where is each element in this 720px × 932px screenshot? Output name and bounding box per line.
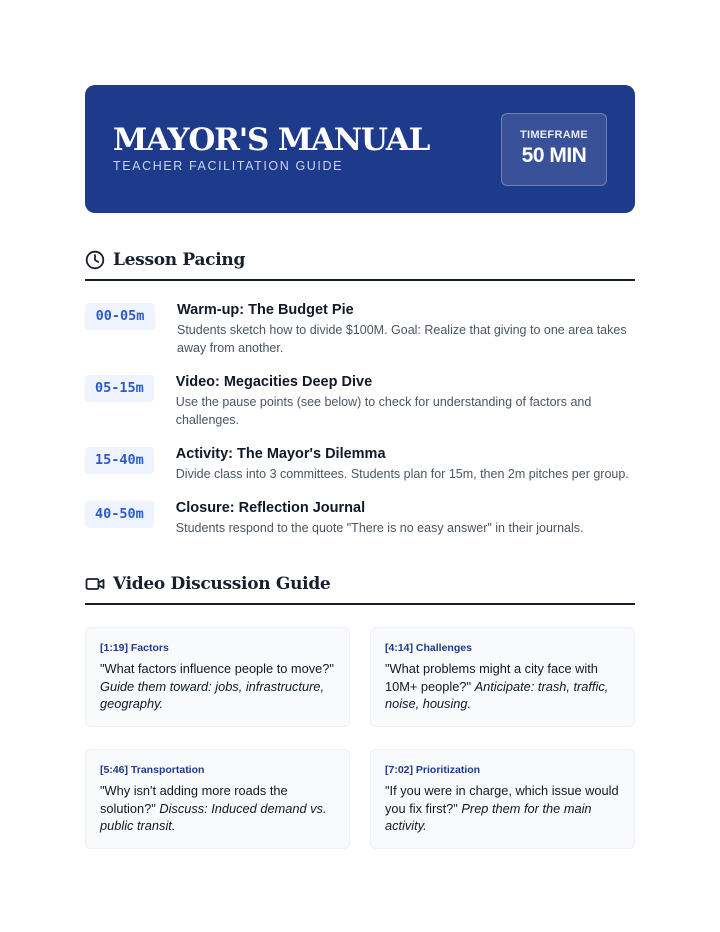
discussion-card — [370, 749, 635, 849]
card-hint: Prep them for the main activity. — [385, 800, 592, 833]
clock-icon — [85, 250, 105, 270]
list-item — [85, 445, 635, 483]
video-camera-icon — [85, 574, 105, 594]
time-badge: 15-40m — [85, 447, 154, 474]
time-badge: 05-15m — [85, 375, 154, 402]
pacing-item-description: Students respond to the quote "There is no easy answer" in their journals. — [175, 521, 584, 535]
list-item — [85, 373, 635, 429]
facilitation-guide-page — [85, 85, 635, 849]
list-item — [85, 301, 635, 357]
pacing-item-description: Divide class into 3 committees. Students plan for 15m, then 2m pitches per group. — [175, 467, 629, 481]
pacing-item-description: Students sketch how to divide $100M. Goal: Realize that giving to one area takes away from another. — [177, 323, 627, 355]
discussion-card — [370, 627, 635, 727]
pacing-item-title: Activity: The Mayor's Dilemma — [175, 446, 386, 462]
pacing-item-description: Use the pause points (see below) to check for understanding of factors and challenges. — [175, 395, 592, 427]
time-badge: 00-05m — [85, 303, 155, 330]
time-badge: 40-50m — [85, 501, 154, 528]
section-title: Lesson Pacing — [113, 250, 246, 270]
lesson-pacing-heading — [85, 247, 635, 281]
card-question: "What factors influence people to move?" — [100, 661, 334, 676]
timeframe-value: 50 MIN — [521, 144, 587, 167]
list-item — [85, 499, 635, 537]
card-question: "Why isn't adding more roads the solution?" — [100, 783, 288, 816]
discussion-cards — [85, 627, 635, 849]
discussion-card — [85, 627, 350, 727]
card-question: "What problems might a city face with 10M+ people?" — [385, 661, 598, 694]
card-timestamp-tag: [4:14] Challenges — [385, 642, 472, 654]
pacing-list — [85, 301, 635, 537]
page-subtitle: TEACHER FACILITATION GUIDE — [113, 159, 344, 173]
video-discussion-heading — [85, 571, 635, 605]
card-hint: Discuss: Induced demand vs. public transit. — [100, 800, 327, 833]
section-title: Video Discussion Guide — [113, 574, 331, 594]
page-title: MAYOR'S MANUAL — [113, 122, 430, 158]
pacing-item-title: Video: Megacities Deep Dive — [175, 374, 373, 390]
card-question: "If you were in charge, which issue would you fix first?" — [385, 783, 619, 816]
card-hint: Guide them toward: jobs, infrastructure, geography. — [100, 678, 325, 711]
header-banner — [85, 85, 635, 213]
pacing-item-title: Closure: Reflection Journal — [175, 500, 366, 516]
timeframe-label: TIMEFRAME — [519, 129, 589, 141]
timeframe-box — [501, 113, 607, 186]
discussion-card — [85, 749, 350, 849]
card-timestamp-tag: [1:19] Factors — [100, 642, 169, 654]
card-timestamp-tag: [5:46] Transportation — [100, 764, 205, 776]
card-timestamp-tag: [7:02] Prioritization — [385, 764, 481, 776]
card-hint: Anticipate: trash, traffic, noise, housing. — [385, 678, 609, 711]
pacing-item-title: Warm-up: The Budget Pie — [177, 302, 354, 318]
